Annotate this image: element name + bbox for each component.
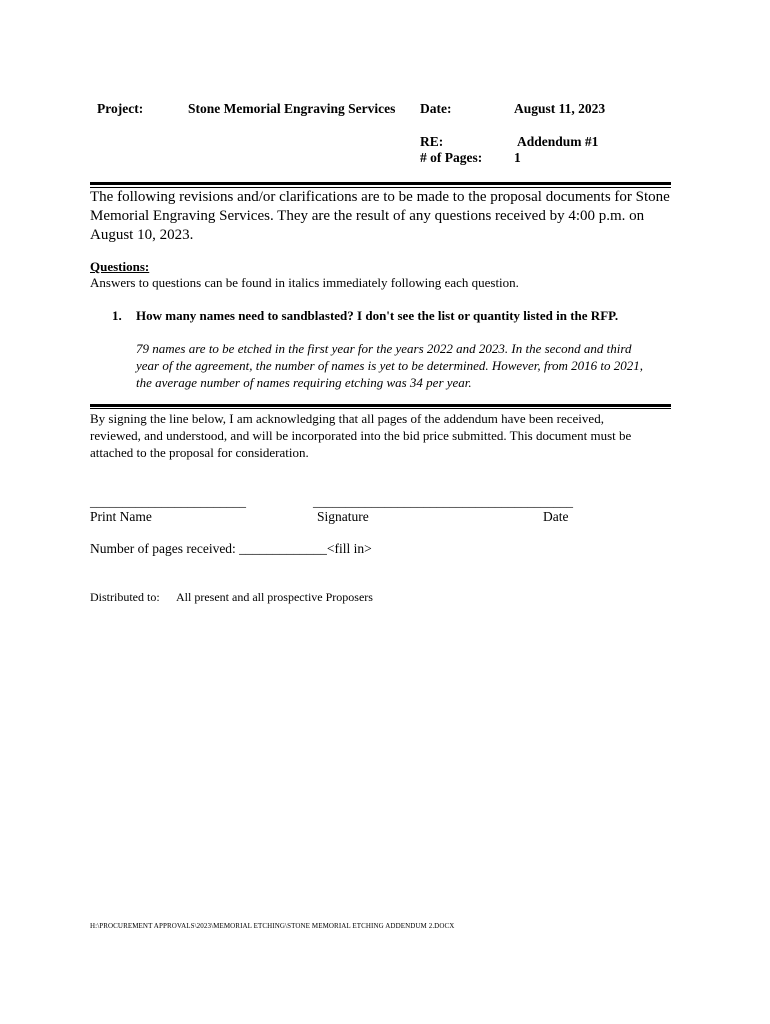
section-rule-thin [90,408,671,409]
answer-line: the average number of names requiring etching was 34 per year. [136,375,472,390]
print-name-line[interactable]: ________________________ [90,494,246,509]
questions-heading: Questions: [90,259,150,274]
project-label: Project: [97,101,144,116]
distributed-to-label: Distributed to: [90,590,160,604]
section-rule-thick [90,404,671,407]
date-value: August 11, 2023 [514,101,606,116]
header-rule-thick [90,182,671,185]
intro-line: Memorial Engraving Services. They are the result of any questions received by 4:00 p.m. on [90,208,645,224]
pages-value: 1 [514,150,521,165]
date-field-label: Date [543,509,569,524]
ack-line: attached to the proposal for consideration. [90,445,309,460]
print-name-label: Print Name [90,509,152,524]
pages-label: # of Pages: [420,150,483,165]
answer-paragraph [136,340,686,391]
answer-line: 79 names are to be etched in the first year for the years 2022 and 2023. In the second and third [136,341,632,356]
re-value: Addendum #1 [517,134,599,149]
question-number: 1. [112,308,122,323]
ack-line: reviewed, and understood, and will be incorporated into the bid price submitted. This document must be [90,428,632,443]
questions-intro: Answers to questions can be found in italics immediately following each question. [90,275,519,290]
distributed-to-value: All present and all prospective Proposers [176,590,373,604]
date-label: Date: [420,101,452,116]
ack-line: By signing the line below, I am acknowledging that all pages of the addendum have been received, [90,411,604,426]
intro-line: August 10, 2023. [90,227,194,243]
answer-line: year of the agreement, the number of names is yet to be determined. However, from 2016 to 2021, [136,358,644,373]
signature-date-line[interactable]: ________________________________________ [313,494,573,509]
pages-received-field[interactable]: Number of pages received: _____________<fill in> [90,541,372,556]
acknowledgement-paragraph [90,410,680,461]
question-text: How many names need to sandblasted? I don't see the list or quantity listed in the RFP. [136,308,619,323]
re-label: RE: [420,134,444,149]
intro-paragraph [90,188,680,245]
signature-label: Signature [317,509,369,524]
intro-line: The following revisions and/or clarifications are to be made to the proposal documents for Stone [90,189,670,205]
footer-file-path: H:\PROCUREMENT APPROVALS\2023\MEMORIAL ETCHING\STONE MEMORIAL ETCHING ADDENDUM 2.DOCX [90,922,455,930]
project-value: Stone Memorial Engraving Services [188,101,396,116]
